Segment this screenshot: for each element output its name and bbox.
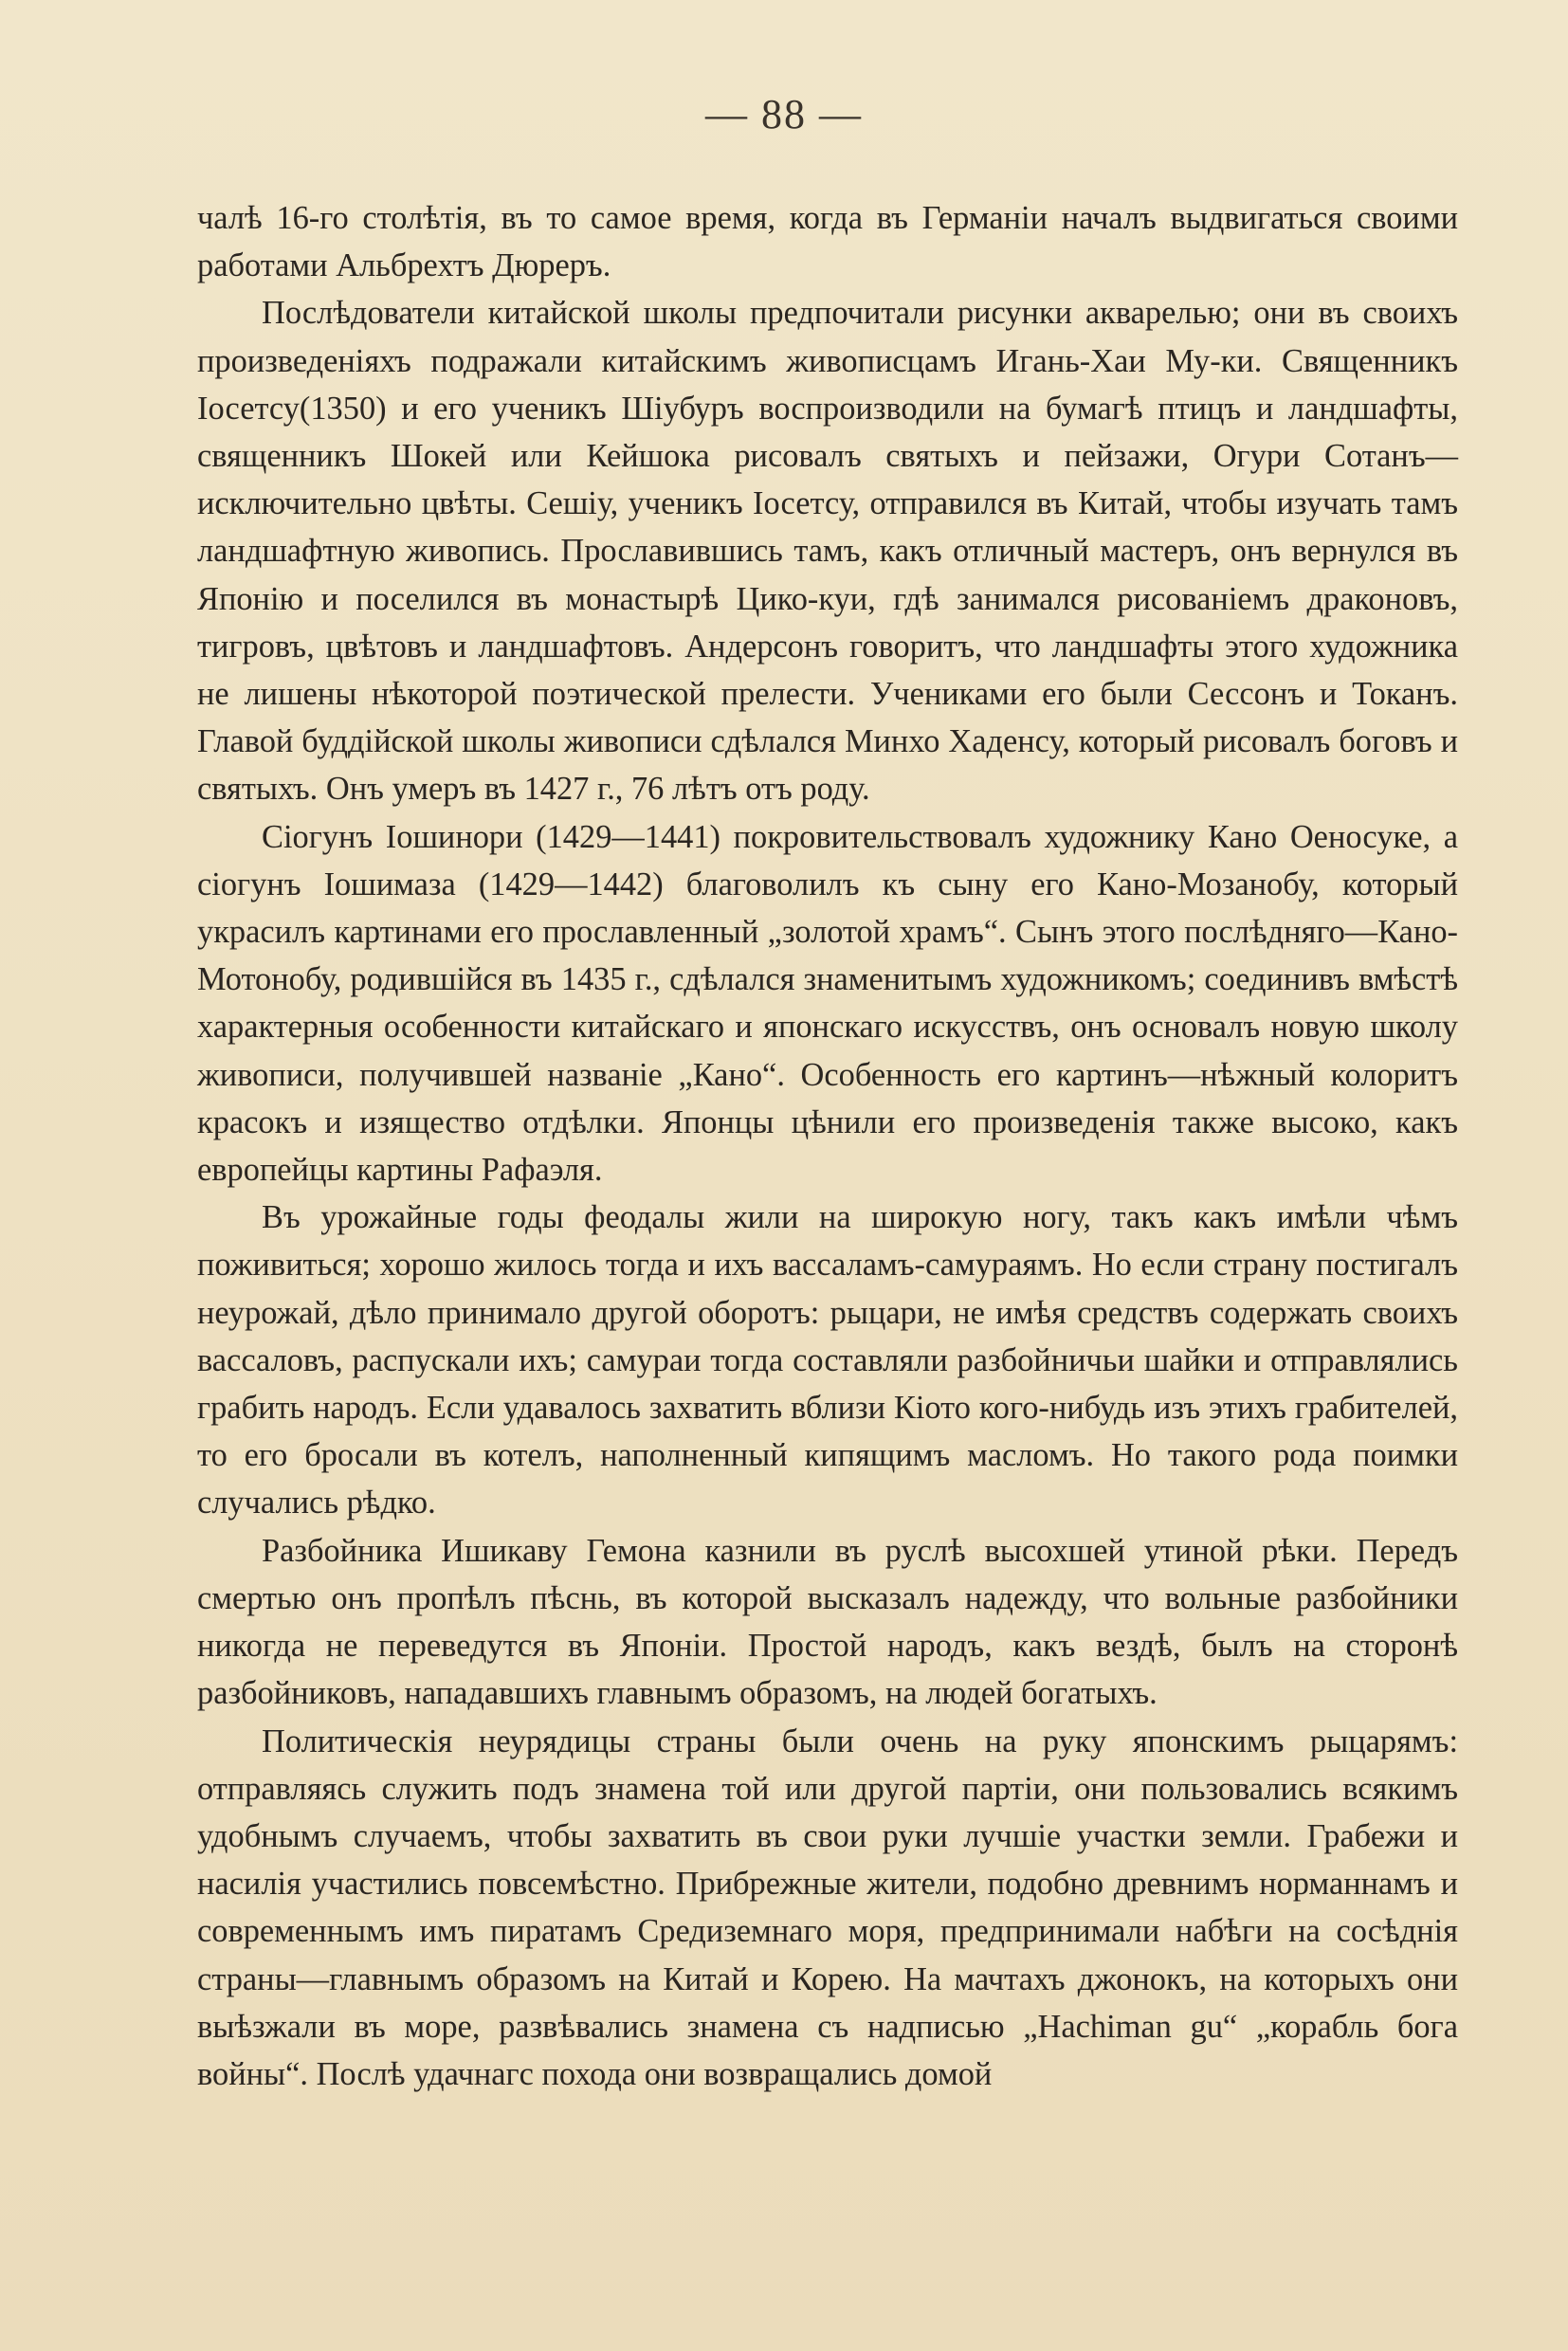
paragraph: Послѣдователи китайской школы предпочитали рисунки акварелью; они въ своихъ произведеніяхъ подражали китайскимъ живописцамъ Игань-Хаи Му-ки. Священникъ Іосетсу(1350) и его ученикъ Шіубуръ воспроизводили на бумагѣ птицъ и ландшафты, священникъ Шокей или Кейшока рисовалъ святыхъ и пейзажи, Огури Сотанъ—исключительно цвѣты. Сешіу, ученикъ Іосетсу, отправился въ Китай, чтобы изучать тамъ ландшафтную живопись. Прославившись тамъ, какъ отличный мастеръ, онъ вернулся въ Японію и поселился въ монастырѣ Цико-куи, гдѣ занимался рисованіемъ драконовъ, тигровъ, цвѣтовъ и ландшафтовъ. Андерсонъ говоритъ, что ландшафты этого художника не лишены нѣкоторой поэтической прелести. Учениками его были Сессонъ и Токанъ. Главой буддійской школы живописи сдѣлался Минхо Хаденсу, который рисовалъ боговъ и святыхъ. Онъ умеръ въ 1427 г., 76 лѣтъ отъ роду. <box>197 295 1458 808</box>
paragraph: Въ урожайные годы феодалы жили на широкую ногу, такъ какъ имѣли чѣмъ поживиться; хорошо жилось тогда и ихъ вассаламъ-самураямъ. Но если страну постигалъ неурожай, дѣло принимало другой оборотъ: рыцари, не имѣя средствъ содержать своихъ вассаловъ, распускали ихъ; самураи тогда составляли разбойничьи шайки и отправлялись грабить народъ. Если удавалось захватить вблизи Кіото кого-нибудь изъ этихъ грабителей, то его бросали въ котелъ, наполненный кипящимъ масломъ. Но такого рода поимки случались рѣдко. <box>197 1199 1458 1522</box>
paragraph: чалѣ 16-го столѣтія, въ то самое время, когда въ Германіи началъ выдвигаться своими работами Альбрехтъ Дюреръ. <box>197 200 1458 284</box>
paragraph: Сіогунъ Іошинори (1429—1441) покровительствовалъ художнику Кано Оеносуке, а сіогунъ Іошимаза (1429—1442) благоволилъ къ сыну его Кано-Мозанобу, который украсилъ картинами его прославленный „золотой храмъ“. Сынъ этого послѣдняго—Кано-Мотонобу, родившійся въ 1435 г., сдѣлался знаменитымъ художникомъ; соединивъ вмѣстѣ характерныя особенности китайскаго и японскаго искусствъ, онъ основалъ новую школу живописи, получившей названіе „Кано“. Особенность его картинъ—нѣжный колоритъ красокъ и изящество отдѣлки. Японцы цѣнили его произведенія также высоко, какъ европейцы картины Рафаэля. <box>197 818 1458 1189</box>
body-text <box>197 194 1458 2098</box>
page-number: — 88 — <box>705 91 863 137</box>
paragraph: Политическія неурядицы страны были очень на руку японскимъ рыцарямъ: отправляясь служить подъ знамена той или другой партіи, они пользовались всякимъ удобнымъ случаемъ, чтобы захватить въ свои руки лучшіе участки земли. Грабежи и насилія участились повсемѣстно. Прибрежные жители, подобно древнимъ норманнамъ и современнымъ имъ пиратамъ Средиземнаго моря, предпринимали набѣги на сосѣднія страны—главнымъ образомъ на Китай и Корею. На мачтахъ джонокъ, на которыхъ они выѣзжали въ море, развѣвались знамена съ надписью „Hachiman gu“ „корабль бога войны“. Послѣ удачнагс похода они возвращались домой <box>197 1722 1458 2092</box>
paragraph: Разбойника Ишикаву Гемона казнили въ руслѣ высохшей утиной рѣки. Передъ смертью онъ пропѣлъ пѣснь, въ которой высказалъ надежду, что вольные разбойники никогда не переведутся въ Японіи. Простой народъ, какъ вездѣ, былъ на сторонѣ разбойниковъ, нападавшихъ главнымъ образомъ, на людей богатыхъ. <box>197 1532 1458 1712</box>
